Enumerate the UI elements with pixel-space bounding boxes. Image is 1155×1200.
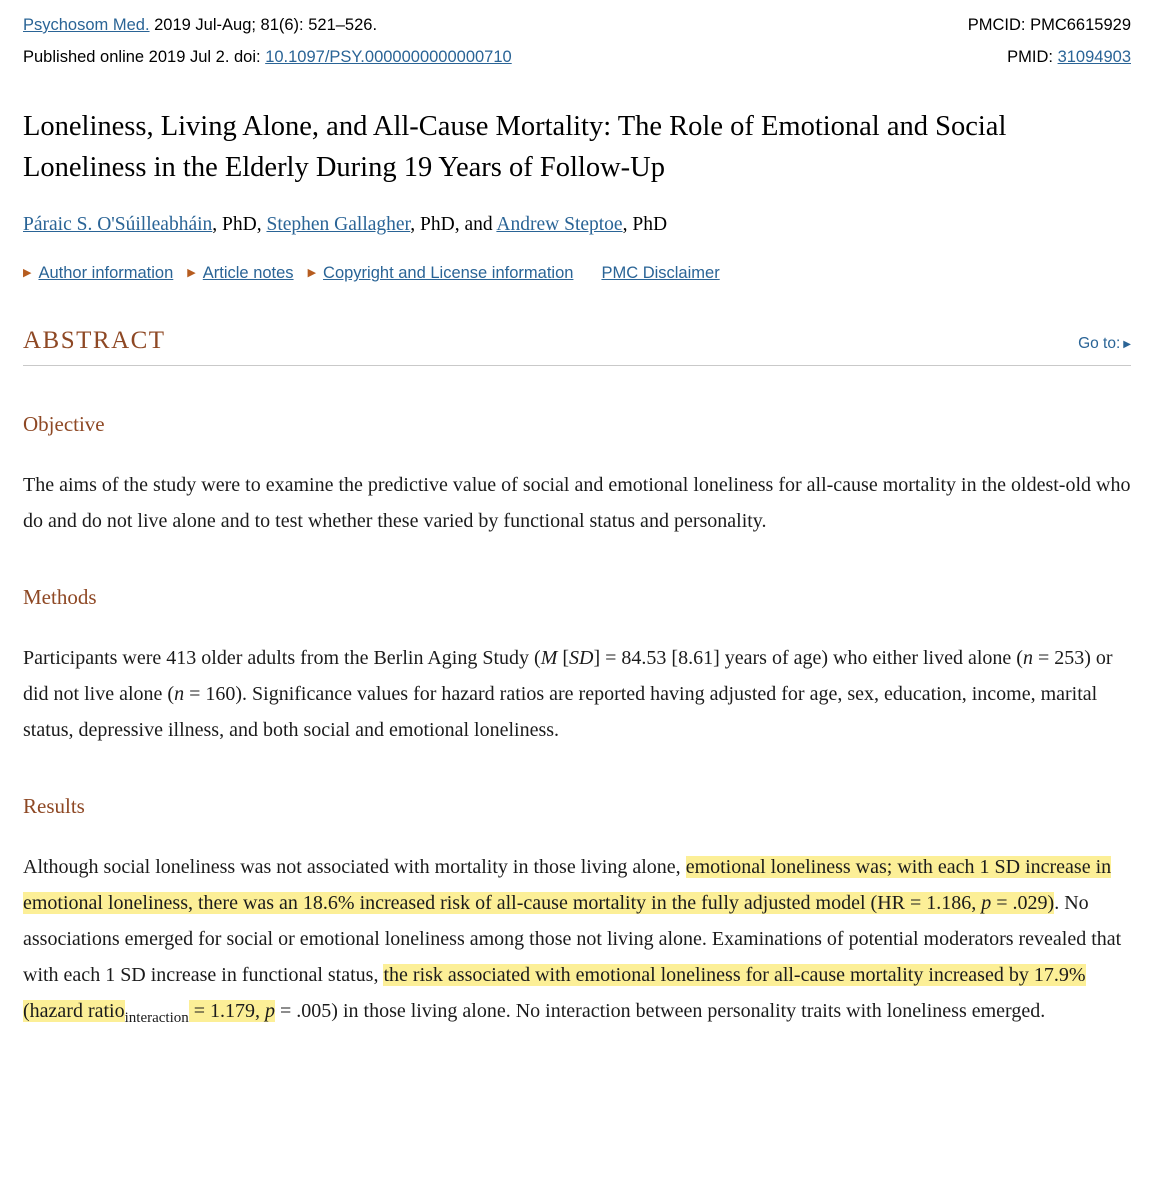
subscript-text: interaction bbox=[124, 1010, 189, 1027]
pmid-link[interactable]: 31094903 bbox=[1057, 48, 1131, 67]
goto-label: Go to: bbox=[1078, 335, 1121, 353]
text-segment: = 160). Significance values for hazard ratios are reported having adjusted for age, sex, education, income, marital status, depressive illness, and both social and emotional loneliness. bbox=[23, 683, 1098, 742]
pmcid-label: PMCID: bbox=[967, 16, 1031, 34]
citation-block bbox=[23, 12, 1131, 71]
text-segment: = 253) or did not live alone ( bbox=[23, 647, 1113, 706]
text-segment: Participants were 413 older adults from the Berlin Aging Study ( bbox=[23, 647, 541, 670]
abstract-heading: ABSTRACT bbox=[23, 327, 166, 355]
article-link[interactable]: Article notes bbox=[202, 264, 294, 283]
section-paragraph bbox=[23, 467, 1131, 539]
journal-citation bbox=[23, 12, 377, 39]
abstract-sections bbox=[23, 412, 1131, 1029]
section-heading: Methods bbox=[23, 585, 97, 610]
text-segment: = 1.179, bbox=[188, 1000, 266, 1023]
text-segment: SD bbox=[569, 647, 594, 670]
abstract-header-row bbox=[23, 327, 1131, 355]
article-links-row bbox=[23, 264, 1131, 283]
text-segment: p bbox=[265, 1000, 276, 1023]
section-heading: Results bbox=[23, 794, 85, 819]
article-link-item bbox=[308, 264, 574, 282]
text-segment: = .029) bbox=[991, 892, 1055, 915]
text-segment: , PhD bbox=[622, 214, 668, 236]
section-heading: Objective bbox=[23, 412, 105, 437]
author-link[interactable]: Páraic S. O'Súilleabháin bbox=[23, 214, 213, 236]
pmc-disclaimer-link[interactable]: PMC Disclaimer bbox=[601, 264, 720, 283]
article-title: Loneliness, Living Alone, and All-Cause Mortality: The Role of Emotional and Social Loneliness in the Elderly During 19 Years of Follow-Up bbox=[23, 111, 1007, 183]
article-links bbox=[23, 264, 587, 283]
goto-arrow-icon: ▶ bbox=[1123, 339, 1131, 351]
journal-link[interactable]: Psychosom Med. bbox=[23, 16, 150, 34]
published-online bbox=[23, 44, 512, 71]
published-text: Published online 2019 Jul 2. doi: bbox=[23, 48, 266, 67]
pmcid bbox=[968, 12, 1131, 39]
text-segment: [ bbox=[557, 647, 570, 670]
text-segment: n bbox=[174, 683, 185, 706]
text-segment: emotional loneliness was; with each 1 SD increase in emotional loneliness, there was an 18.6% increased risk of all-cause mortality in the fully adjusted model (HR = 1.186, bbox=[23, 856, 1112, 915]
author-link[interactable]: Stephen Gallagher bbox=[266, 214, 411, 236]
caret-right-icon: ▶ bbox=[307, 267, 317, 280]
doi-link[interactable]: 10.1097/PSY.0000000000000710 bbox=[265, 48, 512, 67]
text-segment: = .005) in those living alone. No interaction between personality traits with loneliness emerged. bbox=[275, 1000, 1046, 1023]
section-paragraph bbox=[23, 849, 1131, 1029]
caret-right-icon: ▶ bbox=[23, 267, 32, 280]
article-link[interactable]: Copyright and License information bbox=[323, 264, 574, 283]
text-segment: The aims of the study were to examine the predictive value of social and emotional loneliness for all-cause mortality in the oldest-old who do and do not live alone and to test whether these varied by functional status and personality. bbox=[23, 474, 1131, 533]
section-paragraph bbox=[23, 640, 1131, 748]
caret-right-icon: ▶ bbox=[187, 267, 196, 280]
text-segment: M bbox=[540, 647, 558, 670]
text-segment: , PhD, bbox=[212, 214, 267, 236]
goto-link[interactable] bbox=[1078, 335, 1131, 353]
text-segment: p bbox=[981, 892, 992, 915]
pmid-label: PMID: bbox=[1007, 48, 1058, 67]
article-link-item bbox=[187, 264, 293, 282]
pmcid-value: PMC6615929 bbox=[1030, 16, 1131, 34]
citation-line-2 bbox=[23, 44, 1131, 71]
text-segment: the risk associated with emotional loneliness for all-cause mortality increased by 17.9% (hazard ratio bbox=[23, 964, 1086, 1023]
citation-line-1 bbox=[23, 12, 1131, 39]
divider bbox=[23, 365, 1131, 366]
author-link[interactable]: Andrew Steptoe bbox=[496, 214, 623, 236]
text-segment: , PhD, and bbox=[410, 214, 497, 236]
article-link-item bbox=[23, 264, 173, 282]
article-link[interactable]: Author information bbox=[38, 264, 174, 283]
pmid bbox=[1007, 44, 1131, 71]
authors-line bbox=[23, 214, 1131, 236]
text-segment: n bbox=[1022, 647, 1033, 670]
text-segment: . No associations emerged for social or emotional loneliness among those not living alone. Examinations of potential moderators revealed that with each 1 SD increase in functional status, bbox=[23, 892, 1122, 987]
text-segment: ] = 84.53 [8.61] years of age) who either lived alone ( bbox=[593, 647, 1023, 670]
citation-details: 2019 Jul-Aug; 81(6): 521–526. bbox=[149, 16, 378, 34]
text-segment: Although social loneliness was not associated with mortality in those living alone, bbox=[23, 856, 686, 879]
